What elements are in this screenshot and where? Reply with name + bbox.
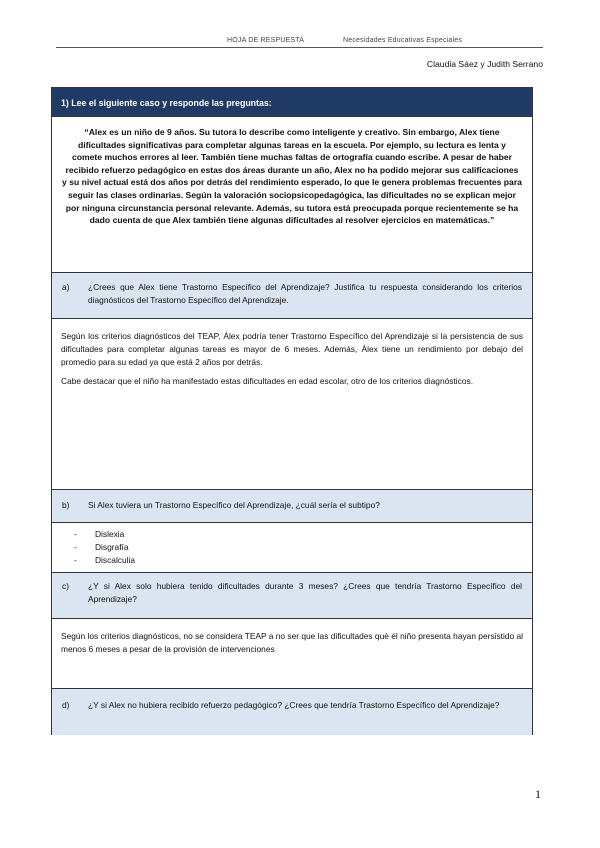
question-a — [52, 273, 532, 319]
question-d-text: ¿Y si Alex no hubiera recibido refuerzo pedagógico? ¿Crees que tendría Trastorno Específico del Aprendizaje? — [88, 700, 500, 710]
answer-a[interactable] — [52, 319, 532, 490]
question-c-label: c) — [62, 581, 69, 591]
header-right: Necesidades Educativas Especiales — [343, 37, 463, 44]
page-header — [56, 36, 543, 48]
question-c-text: ¿Y si Alex solo hubiera tenido dificultades durante 3 meses? ¿Crees que tendría Trastorno Específico del Aprendizaje? — [88, 581, 522, 604]
answer-a-paragraph-2: Cabe destacar que el niño ha manifestado estas dificultades en edad escolar, otro de los criterios diagnósticos. — [61, 376, 474, 386]
answer-b[interactable] — [52, 523, 532, 573]
answer-sheet — [51, 87, 533, 735]
question-c — [52, 573, 532, 619]
question-d-label: d) — [62, 700, 70, 710]
question-b-text: Si Alex tuviera un Trastorno Específico del Aprendizaje, ¿cuál sería el subtipo? — [88, 500, 380, 510]
list-item: - Discalculia — [74, 555, 136, 565]
list-item: - Dislexia — [74, 529, 125, 539]
section-title: 1) Lee el siguiente caso y responde las preguntas: — [52, 88, 532, 117]
header-left: HOJA DE RESPUESTA — [227, 37, 305, 44]
question-a-text: ¿Crees que Alex tiene Trastorno Específico del Aprendizaje? Justifica tu respuesta considerando los criterios diagnósticos del Trastorno Específico del Aprendizaje. — [88, 282, 522, 305]
page-number: 1 — [535, 787, 541, 801]
question-d — [52, 689, 532, 735]
authors: Claudia Sáez y Judith Serrano — [426, 59, 543, 69]
answer-b-list — [74, 528, 532, 567]
list-item: - Disgrafía — [74, 542, 129, 552]
case-text: “Alex es un niño de 9 años. Su tutora lo describe como inteligente y creativo. Sin embargo, Alex tiene dificultades significativas para completar algunas tareas en la escuela. Por ejemplo, su lectura es lenta y comete muchos errores al leer. También tiene muchas faltas de ortografía cuando escribe. A pesar de haber recibido refuerzo pedagógico en estas dos áreas durante un año, Alex no ha podido mejorar sus calificaciones y su nivel actual está dos años por detrás del rendimiento esperado, lo que le genera problemas frecuentes para seguir las clases ordinarias. Según la valoración sociopsicopedagógica, las dificultades no se explican mejor por ninguna circunstancia personal relevante. Además, su tutora está preocupada porque recientemente se ha dado cuenta de que Alex también tiene algunas dificultades al resolver ejercicios en matemáticas.” — [52, 117, 532, 273]
question-b-label: b) — [62, 500, 70, 510]
answer-c[interactable]: Según los criterios diagnósticos, no se considera TEAP a no ser que las dificultades què él niño presenta hayan persistido al menos 6 meses a pesar de la provisión de intervenciones — [52, 619, 532, 689]
question-a-label: a) — [62, 282, 70, 292]
answer-a-paragraph-1: Según los criterios diagnósticos del TEAP, Álex podría tener Trastorno Específico del Aprendizaje si la persistencia de sus dificultades para completar algunas tareas es mayor de 6 meses. Además, Álex tiene un rendimiento por debajo del promedio para su edad ya que está 2 años por detrás. — [61, 331, 523, 367]
question-b — [52, 490, 532, 523]
